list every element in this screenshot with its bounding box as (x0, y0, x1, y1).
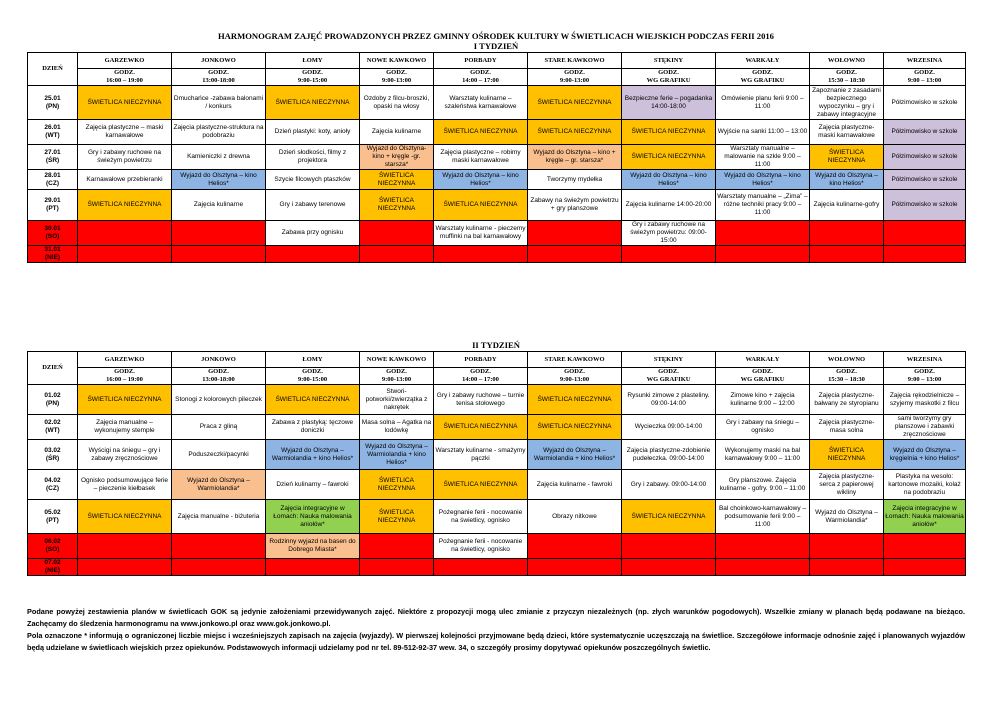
schedule-cell: Zajęcia kulinarne 14:00-20:00 (622, 190, 716, 221)
schedule-cell (78, 534, 172, 559)
schedule-cell: ŚWIETLICA NIECZYNNA (622, 145, 716, 170)
schedule-cell (360, 221, 434, 246)
week1-title: I TYDZIEŃ (473, 41, 519, 51)
schedule-cell (716, 221, 810, 246)
day-cell: 02.02 (WT) (28, 415, 78, 440)
table-row (28, 120, 966, 145)
schedule-cell: ŚWIETLICA NIECZYNNA (528, 86, 622, 120)
schedule-cell: Gry planszowe. Zajęcia kulinarne - gofry. 9:00 – 11:00 (716, 470, 810, 500)
schedule-cell: Zajęcia plastyczne-serca z papierowej wikliny (810, 470, 884, 500)
schedule-cell (172, 534, 266, 559)
schedule-cell (622, 559, 716, 576)
schedule-cell (528, 559, 622, 576)
column-header: WARKAŁY (716, 53, 810, 69)
schedule-cell: ŚWIETLICA NIECZYNNA (528, 415, 622, 440)
schedule-cell: Zajęcia plastyczne – maski karnawałowe (78, 120, 172, 145)
schedule-cell: Wyjazd do Olsztyna – kino + kręgle – gr. starsza* (528, 145, 622, 170)
schedule-cell (78, 221, 172, 246)
schedule-cell: ŚWIETLICA NIECZYNNA (78, 86, 172, 120)
hours-cell: GODZ. 14:00 – 17:00 (434, 368, 528, 385)
schedule-cell (716, 559, 810, 576)
table-row (28, 415, 966, 440)
schedule-cell: Plastyka na wesoło: kartonowe mozaiki, kolaż na podobraziu (884, 470, 966, 500)
column-header: GARZEWKO (78, 352, 172, 368)
schedule-cell: Zajęcia plastyczne – robimy maski karnawałowe (434, 145, 528, 170)
column-header: WRZESINA (884, 352, 966, 368)
hours-cell: GODZ. 15:30 – 18:30 (810, 368, 884, 385)
schedule-cell: Zajęcia rękodzielnicze – szyjemy maskotki z filcu (884, 385, 966, 415)
column-header: STĘKINY (622, 352, 716, 368)
schedule-cell: Zabawa z plastyką: tęczowe doniczki (266, 415, 360, 440)
schedule-cell: Dzień kulinarny – fawroki (266, 470, 360, 500)
schedule-cell (528, 221, 622, 246)
hours-cell: GODZ. 9:00-13:00 (528, 69, 622, 86)
schedule-cell: ŚWIETLICA NIECZYNNA (360, 500, 434, 534)
schedule-cell: Wyjazd do Olsztyna – Warmiolandia + kino Helios* (528, 440, 622, 470)
schedule-cell: Omówienie planu ferii 9:00 – 11:00 (716, 86, 810, 120)
schedule-cell: ŚWIETLICA NIECZYNNA (78, 500, 172, 534)
column-header: ŁOMY (266, 352, 360, 368)
schedule-cell: Ozdoby z filcu-broszki, opaski na włosy (360, 86, 434, 120)
hours-cell: GODZ. 13:00-18:00 (172, 368, 266, 385)
footnote-1: Podane powyżej zestawienia planów w świetlicach GOK są jedynie założeniami przewidywanych zajęć. Niektóre z propozycji mogą ulec zmianie z przyczyn niezależnych (np. złych warunków pogodowych). Wszelkie zmiany w planach będą podawane na bieżąco. Zachęcamy do śledzenia harmonogramu na www.jonkowo.pl oraz www.gok.jonkowo.pl. (27, 607, 965, 628)
schedule-cell: ŚWIETLICA NIECZYNNA (434, 470, 528, 500)
schedule-cell (884, 534, 966, 559)
week1-schedule-table (27, 52, 966, 263)
schedule-cell (78, 559, 172, 576)
schedule-cell: Wyjazd do Olsztyna – kino Helios* (172, 170, 266, 190)
footnote-2: Pola oznaczone * informują o ograniczonej liczbie miejsc i wcześniejszych zapisach na zajęcia (wyjazdy). W pierwszej kolejności przyjmowane będą dzieci, które systematycznie uczęszczają na świetlice. Szczegółowe informacje odnośnie zajęć i planowanych wyjazdów będą udzielane w świetlicach wiejskich przez opiekunów. Podstawowych informacji udzielamy pod nr tel. 89-512-92-37 wew. 34, o szczegóły prosimy dopytywać opiekunów poszczególnych świetlic. (27, 631, 965, 652)
schedule-cell: Gry i zabawy ruchowe – turnie tenisa stołowego (434, 385, 528, 415)
schedule-cell: Ognisko podsumowujące ferie – pieczenie kiełbasek (78, 470, 172, 500)
schedule-cell: Warsztaty manualne – malowanie na szkle 9:00 – 11:00 (716, 145, 810, 170)
schedule-cell: Rodzinny wyjazd na basen do Dobrego Miasta* (266, 534, 360, 559)
schedule-cell (360, 534, 434, 559)
hours-cell: GODZ. 9:00-13:00 (360, 368, 434, 385)
schedule-cell: Gry i zabawy terenowe (266, 190, 360, 221)
schedule-cell: Praca z gliną (172, 415, 266, 440)
hours-cell: GODZ. 9:00 – 13:00 (884, 368, 966, 385)
day-header: DZIEŃ (28, 352, 78, 385)
hours-cell: GODZ. WG GRAFIKU (716, 69, 810, 86)
schedule-cell: Pożegnanie ferii - nocowanie na świetlicy, ognisko (434, 500, 528, 534)
schedule-cell (528, 246, 622, 263)
schedule-cell: Zabawa przy ognisku (266, 221, 360, 246)
day-cell: 25.01 (PN) (28, 86, 78, 120)
column-header: PORBADY (434, 352, 528, 368)
hours-cell: GODZ. 16:00 – 19:00 (78, 368, 172, 385)
schedule-cell (810, 534, 884, 559)
schedule-cell: Bezpieczne ferie – pogadanka 14:00-18:00 (622, 86, 716, 120)
schedule-cell: Masa solna – Agatka na lodówkę (360, 415, 434, 440)
schedule-cell: Wyjazd do Olsztyna – Warmiolandia + kino Helios* (266, 440, 360, 470)
footnotes (27, 606, 965, 654)
schedule-cell (266, 559, 360, 576)
column-header: GARZEWKO (78, 53, 172, 69)
schedule-cell: ŚWIETLICA NIECZYNNA (810, 440, 884, 470)
table-row (28, 470, 966, 500)
header-row (28, 352, 966, 368)
column-header: WOŁOWNO (810, 352, 884, 368)
schedule-cell: Kamieniczki z drewna (172, 145, 266, 170)
column-header: PORBADY (434, 53, 528, 69)
hours-cell: GODZ. WG GRAFIKU (716, 368, 810, 385)
schedule-cell: ŚWIETLICA NIECZYNNA (360, 170, 434, 190)
hours-cell: GODZ. 14:00 – 17:00 (434, 69, 528, 86)
schedule-cell: Zajęcia plastyczne-maski karnawałowe (810, 120, 884, 145)
table-row (28, 145, 966, 170)
table-row (28, 86, 966, 120)
hours-cell: GODZ. 13:00-18:00 (172, 69, 266, 86)
day-cell: 28.01 (CZ) (28, 170, 78, 190)
hours-cell: GODZ. 9:00-15:00 (266, 69, 360, 86)
schedule-cell: Zajęcia kulinarne (172, 190, 266, 221)
schedule-cell (716, 534, 810, 559)
schedule-cell: Półzimowisko w szkole (884, 190, 966, 221)
schedule-cell: Zajęcia plastyczne-masa solna (810, 415, 884, 440)
schedule-cell (360, 246, 434, 263)
document-title: HARMONOGRAM ZAJĘĆ PROWADZONYCH PRZEZ GMINNY OŚRODEK KULTURY W ŚWIETLICACH WIEJSKICH PODCZAS FERII 2016 (218, 31, 774, 41)
schedule-cell: ŚWIETLICA NIECZYNNA (360, 190, 434, 221)
schedule-cell: ŚWIETLICA NIECZYNNA (434, 190, 528, 221)
hours-cell: GODZ. 9:00-13:00 (528, 368, 622, 385)
schedule-cell: sami tworzymy gry planszowe i zabawki zręcznościowe (884, 415, 966, 440)
schedule-cell: Wyjazd do Olsztyna – Warmiolandia* (172, 470, 266, 500)
schedule-cell: Zajęcia kulinarne-gofry (810, 190, 884, 221)
table-row (28, 190, 966, 221)
table-row (28, 559, 966, 576)
schedule-cell: Zajęcia kulinarne - fawroki (528, 470, 622, 500)
day-header: DZIEŃ (28, 53, 78, 86)
schedule-cell: ŚWIETLICA NIECZYNNA (266, 385, 360, 415)
schedule-cell (884, 221, 966, 246)
header-row (28, 53, 966, 69)
schedule-cell: Gry i zabawy ruchowe na świeżym powietrzu: 09:00-15:00 (622, 221, 716, 246)
schedule-cell: ŚWIETLICA NIECZYNNA (78, 190, 172, 221)
day-cell: 26.01 (WT) (28, 120, 78, 145)
schedule-cell: Tworzymy mydełka (528, 170, 622, 190)
column-header: STARE KAWKOWO (528, 53, 622, 69)
day-cell: 29.01 (PT) (28, 190, 78, 221)
schedule-cell (172, 559, 266, 576)
schedule-cell: Zapoznanie z zasadami bezpiecznego wypoczynku – gry i zabawy integracyjne (810, 86, 884, 120)
day-cell: 04.02 (CZ) (28, 470, 78, 500)
schedule-cell: Warsztaty kulinarne – szaleństwa karnawałowe (434, 86, 528, 120)
day-cell: 05.02 (PT) (28, 500, 78, 534)
schedule-cell: Wyjście na sanki 11:00 – 13:00 (716, 120, 810, 145)
schedule-cell: Obrazy nitkowe (528, 500, 622, 534)
schedule-cell: Wycieczka 09:00-14:00 (622, 415, 716, 440)
column-header: NOWE KAWKOWO (360, 53, 434, 69)
schedule-cell: ŚWIETLICA NIECZYNNA (360, 470, 434, 500)
hours-cell: GODZ. 16:00 – 19:00 (78, 69, 172, 86)
schedule-cell (528, 534, 622, 559)
schedule-cell: Zimowe kino + zajęcia kulinarne 9:00 – 12:00 (716, 385, 810, 415)
hours-row (28, 69, 966, 86)
schedule-cell (810, 246, 884, 263)
schedule-cell: Wyjazd do Olsztyna – Warmiolandia* (810, 500, 884, 534)
schedule-cell: Poduszeczki/pacynki (172, 440, 266, 470)
hours-row (28, 368, 966, 385)
schedule-cell (622, 246, 716, 263)
schedule-cell: ŚWIETLICA NIECZYNNA (622, 120, 716, 145)
schedule-cell: Warsztaty kulinarne - pieczemy muffinki na bal karnawałowy (434, 221, 528, 246)
hours-cell: GODZ. 15:30 – 18:30 (810, 69, 884, 86)
week2-title: II TYDZIEŃ (472, 340, 520, 350)
schedule-cell: Wykonujemy maski na bal karnawałowy 9:00 – 11:00 (716, 440, 810, 470)
schedule-cell: Zajęcia manualne – wykonujemy stemple (78, 415, 172, 440)
schedule-cell: Dzień plastyki: koty, anioły (266, 120, 360, 145)
schedule-cell: Wyjazd do Olsztyna – Warmiolandia + kino Helios* (360, 440, 434, 470)
day-cell: 07.02 (NIE) (28, 559, 78, 576)
column-header: ŁOMY (266, 53, 360, 69)
week2-schedule-table (27, 351, 966, 576)
day-cell: 31.01 (NIE) (28, 246, 78, 263)
schedule-cell: Gry i zabawy. 09:00-14:00 (622, 470, 716, 500)
hours-cell: GODZ. WG GRAFIKU (622, 69, 716, 86)
schedule-cell (434, 246, 528, 263)
schedule-cell: Zajęcia manualne - biżuteria (172, 500, 266, 534)
schedule-cell (266, 246, 360, 263)
schedule-cell: Gry i zabawy ruchowe na świeżym powietrzu (78, 145, 172, 170)
schedule-cell: Wyjazd do Olsztyna – kino Helios* (622, 170, 716, 190)
column-header: WOŁOWNO (810, 53, 884, 69)
schedule-cell: Gry i zabawy na śniegu – ognisko (716, 415, 810, 440)
column-header: STARE KAWKOWO (528, 352, 622, 368)
schedule-cell: Półzimowisko w szkole (884, 170, 966, 190)
schedule-cell (622, 534, 716, 559)
schedule-cell: ŚWIETLICA NIECZYNNA (266, 86, 360, 120)
table-row (28, 385, 966, 415)
schedule-cell: ŚWIETLICA NIECZYNNA (528, 120, 622, 145)
day-cell: 03.02 (ŚR) (28, 440, 78, 470)
schedule-cell: Zajęcia plastyczne-struktura na podobraziu (172, 120, 266, 145)
schedule-cell: Wyjazd do Olsztyna – kręgielnia + kino Helios* (884, 440, 966, 470)
schedule-cell: ŚWIETLICA NIECZYNNA (434, 415, 528, 440)
schedule-cell: Szycie filcowych ptaszków (266, 170, 360, 190)
schedule-cell: Półzimowisko w szkole (884, 86, 966, 120)
schedule-cell: Pożegnanie ferii - nocowanie na świetlicy, ognisko (434, 534, 528, 559)
schedule-cell: ŚWIETLICA NIECZYNNA (810, 145, 884, 170)
day-cell: 06.02 (SO) (28, 534, 78, 559)
table-row (28, 170, 966, 190)
table-row (28, 440, 966, 470)
schedule-cell: Zajęcia plastyczne-bałwany ze styropianu (810, 385, 884, 415)
table-row (28, 221, 966, 246)
schedule-cell (810, 221, 884, 246)
day-cell: 30.01 (SO) (28, 221, 78, 246)
schedule-cell: Półzimowisko w szkole (884, 145, 966, 170)
schedule-cell: Wyjazd do Olsztyna- kino + kręgle -gr. starsza* (360, 145, 434, 170)
schedule-cell: ŚWIETLICA NIECZYNNA (78, 385, 172, 415)
schedule-cell: Wyjazd do Olsztyna – kino Helios* (434, 170, 528, 190)
schedule-cell: ŚWIETLICA NIECZYNNA (528, 385, 622, 415)
schedule-cell: Dmuchańce -zabawa balonami / konkurs (172, 86, 266, 120)
schedule-cell (172, 246, 266, 263)
hours-cell: GODZ. 9:00 – 13:00 (884, 69, 966, 86)
schedule-cell (78, 246, 172, 263)
day-cell: 01.02 (PN) (28, 385, 78, 415)
column-header: WRZESINA (884, 53, 966, 69)
schedule-cell: Półzimowisko w szkole (884, 120, 966, 145)
schedule-cell: Zajęcia integracyjne w Łomach: Nauka malowania aniołów* (266, 500, 360, 534)
schedule-cell: Dzień słodkości, filmy z projektora (266, 145, 360, 170)
schedule-cell: Karnawałowe przebieranki (78, 170, 172, 190)
table-row (28, 500, 966, 534)
schedule-cell: Zajęcia kulinarne (360, 120, 434, 145)
schedule-cell: Wyjazd do Olsztyna – kino Helios* (810, 170, 884, 190)
schedule-cell (172, 221, 266, 246)
schedule-cell: ŚWIETLICA NIECZYNNA (622, 500, 716, 534)
schedule-cell (884, 559, 966, 576)
schedule-cell: Wyścigi na śniegu – gry i zabawy zręcznościowe (78, 440, 172, 470)
schedule-cell: ŚWIETLICA NIECZYNNA (434, 120, 528, 145)
column-header: NOWE KAWKOWO (360, 352, 434, 368)
schedule-cell: Warsztaty kulinarne - smażymy pączki (434, 440, 528, 470)
column-header: JONKOWO (172, 352, 266, 368)
table-row (28, 246, 966, 263)
schedule-cell: Stonogi z kolorowych pileczek (172, 385, 266, 415)
schedule-cell (360, 559, 434, 576)
column-header: WARKAŁY (716, 352, 810, 368)
schedule-cell: Bal choinkowo-karnawałowy – podsumowanie ferii 9:00 – 11:00 (716, 500, 810, 534)
day-cell: 27.01 (ŚR) (28, 145, 78, 170)
schedule-cell: Zajęcia integracyjne w Łomach: Nauka malowania aniołów* (884, 500, 966, 534)
hours-cell: GODZ. 9:00-13:00 (360, 69, 434, 86)
schedule-cell: Zabawy na świeżym powietrzu + gry planszowe (528, 190, 622, 221)
column-header: JONKOWO (172, 53, 266, 69)
schedule-cell (810, 559, 884, 576)
schedule-cell (884, 246, 966, 263)
schedule-cell: Zajęcia plastyczne-zdobienie pudełeczka. 09:00-14:00 (622, 440, 716, 470)
schedule-cell: Stwori-potworki/zwierzątka z nakrętek (360, 385, 434, 415)
hours-cell: GODZ. 9:00-15:00 (266, 368, 360, 385)
schedule-cell (434, 559, 528, 576)
table-row (28, 534, 966, 559)
hours-cell: GODZ. WG GRAFIKU (622, 368, 716, 385)
schedule-cell: Warsztaty manualne – „Zima” – różne techniki pracy 9:00 – 11:00 (716, 190, 810, 221)
column-header: STĘKINY (622, 53, 716, 69)
schedule-cell: Rysunki zimowe z plasteliny. 09:00-14:00 (622, 385, 716, 415)
schedule-cell (716, 246, 810, 263)
schedule-cell: Wyjazd do Olsztyna – kino Helios* (716, 170, 810, 190)
